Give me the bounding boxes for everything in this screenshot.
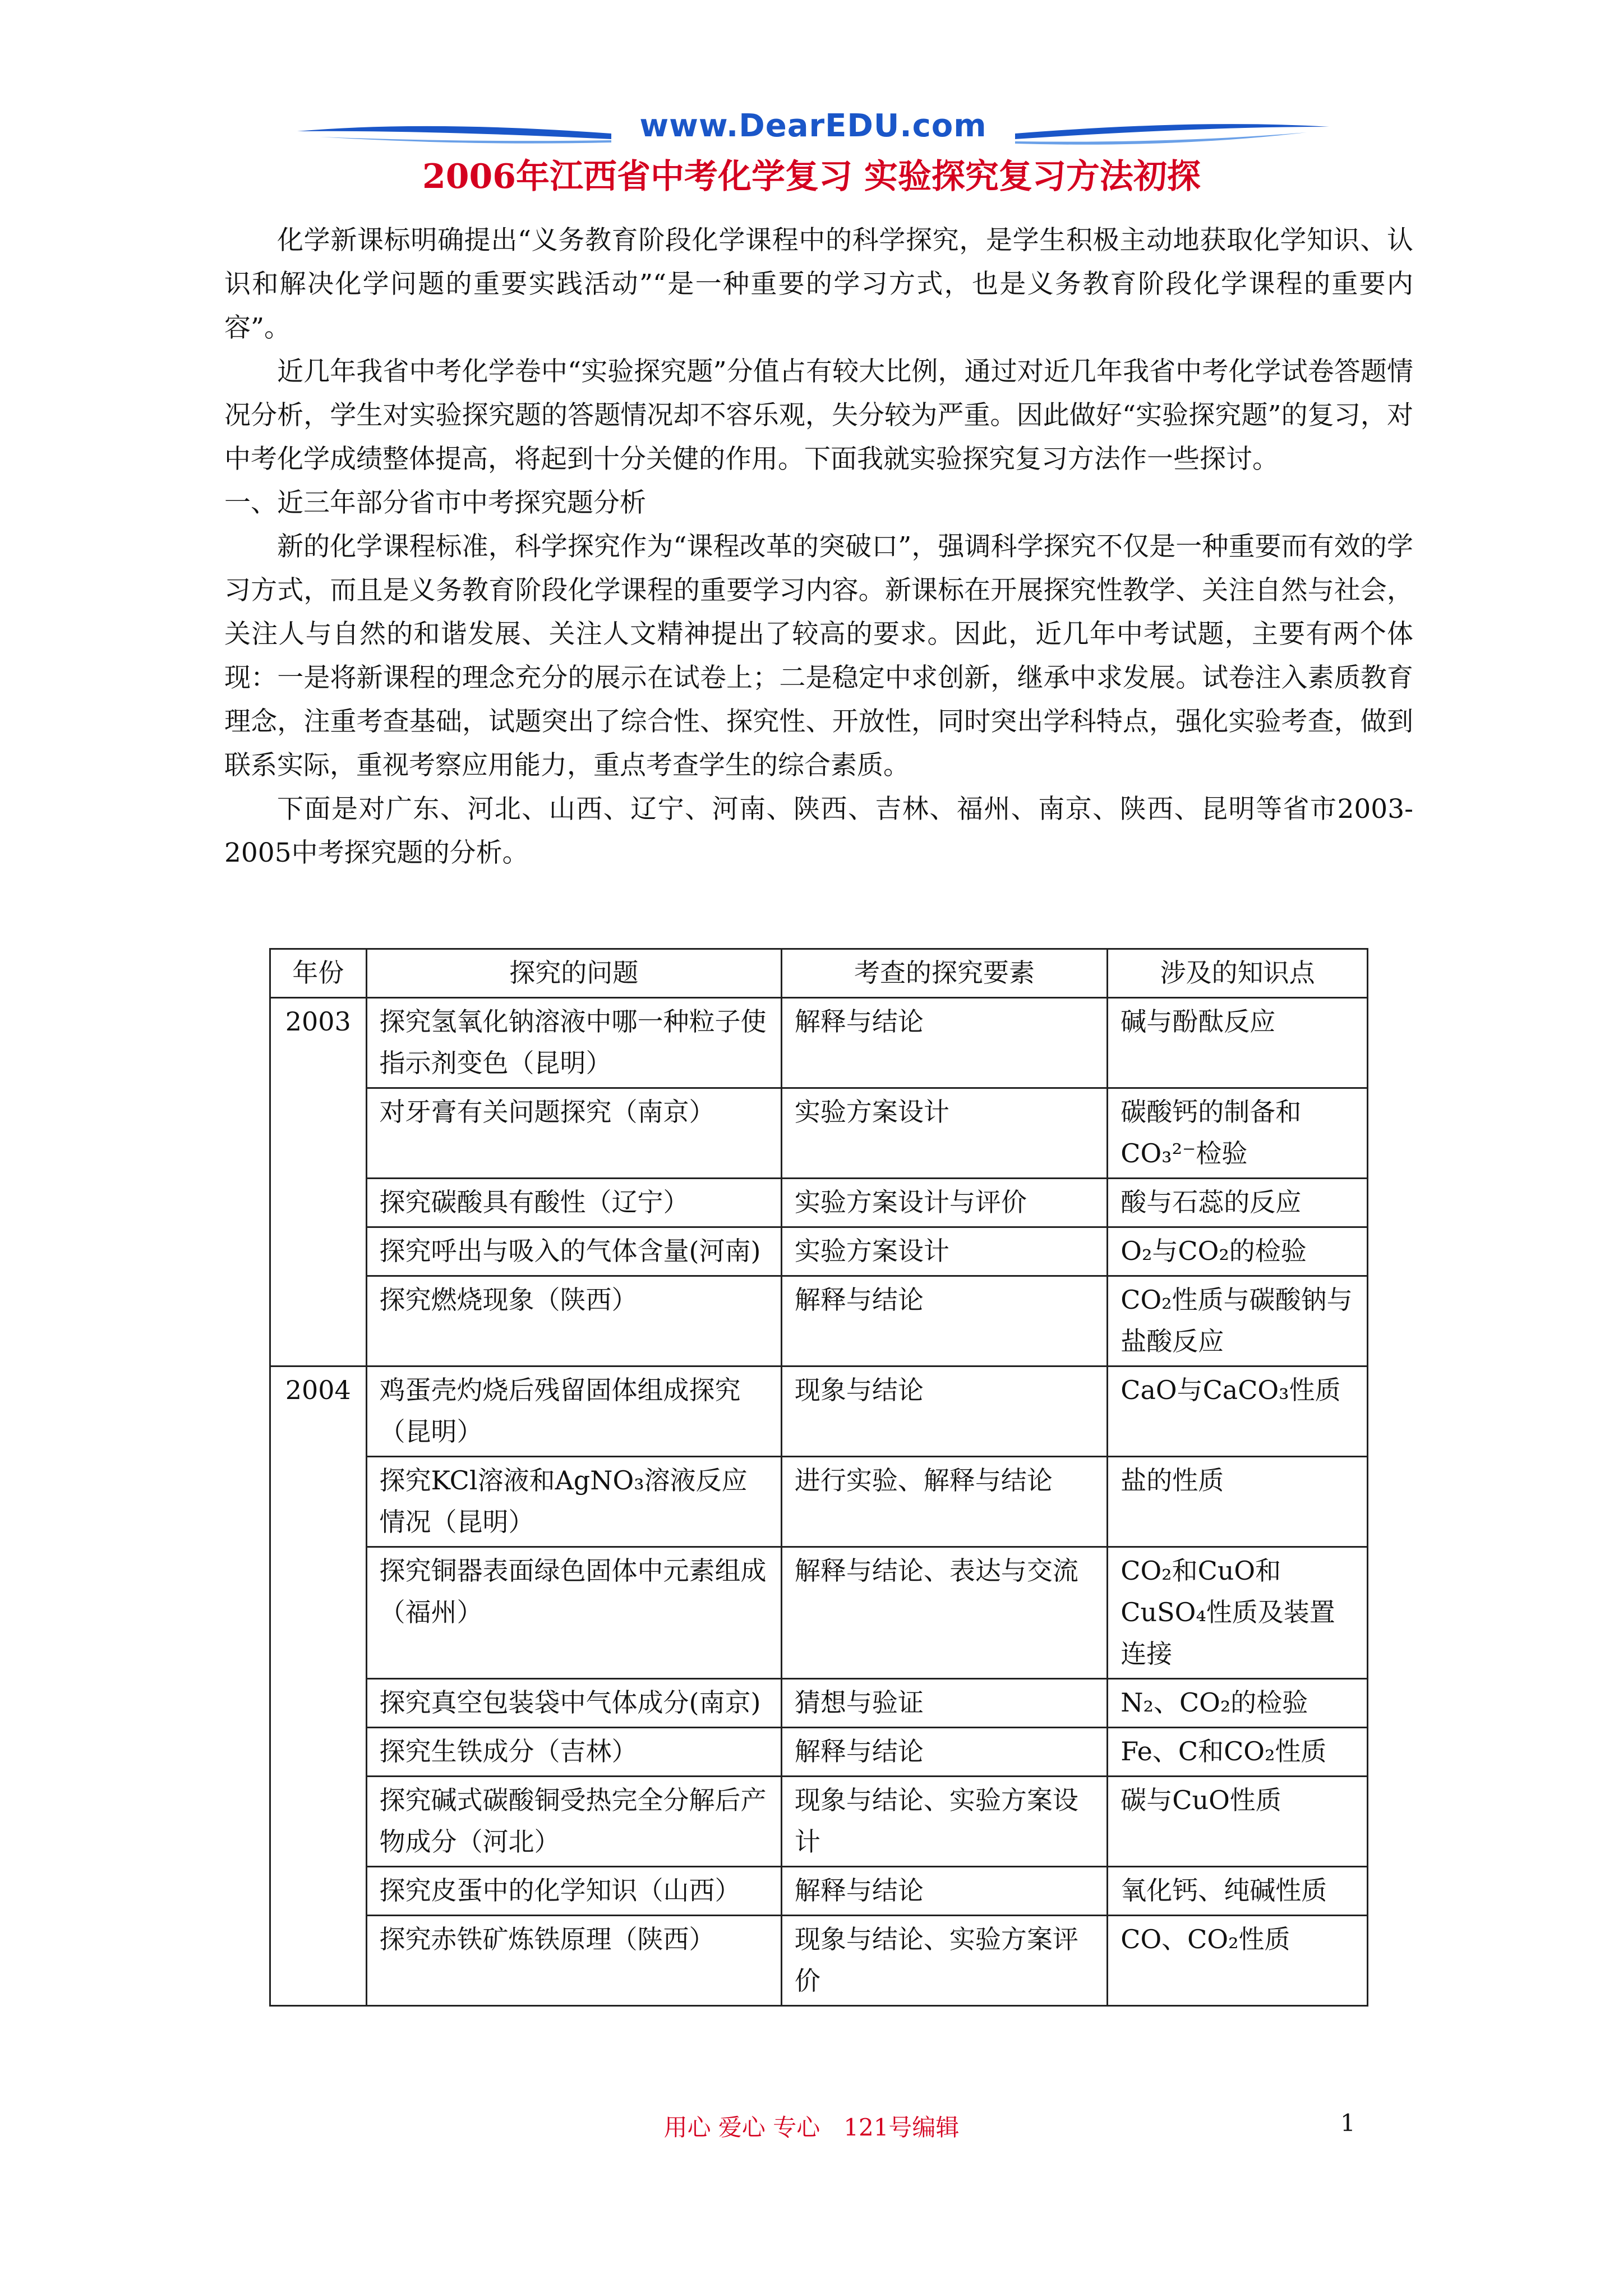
question-cell: 探究呼出与吸入的气体含量(河南) bbox=[366, 1227, 781, 1276]
question-cell: 探究碳酸具有酸性（辽宁） bbox=[366, 1179, 781, 1227]
element-cell: 解释与结论 bbox=[781, 1728, 1107, 1777]
table-row bbox=[270, 1179, 1368, 1227]
element-cell: 进行实验、解释与结论 bbox=[781, 1457, 1107, 1547]
table-header: 考查的探究要素 bbox=[781, 949, 1107, 998]
table-row bbox=[270, 1867, 1368, 1916]
table-row bbox=[270, 1457, 1368, 1547]
question-cell: 探究碱式碳酸铜受热完全分解后产物成分（河北） bbox=[366, 1777, 781, 1867]
question-cell: 鸡蛋壳灼烧后残留固体组成探究（昆明） bbox=[366, 1366, 781, 1457]
element-cell: 解释与结论 bbox=[781, 1276, 1107, 1366]
page-number: 1 bbox=[1340, 2109, 1355, 2137]
knowledge-cell: CO₂性质与碳酸钠与盐酸反应 bbox=[1108, 1276, 1368, 1366]
question-cell: 对牙膏有关问题探究（南京） bbox=[366, 1088, 781, 1179]
year-cell: 2004 bbox=[270, 1366, 367, 2006]
question-cell: 探究氢氧化钠溶液中哪一种粒子使指示剂变色（昆明） bbox=[366, 998, 781, 1088]
knowledge-cell: Fe、C和CO₂性质 bbox=[1108, 1728, 1368, 1777]
site-url[interactable]: www.DearEDU.com bbox=[639, 108, 987, 144]
element-cell: 解释与结论、表达与交流 bbox=[781, 1547, 1107, 1679]
element-cell: 现象与结论 bbox=[781, 1366, 1107, 1457]
table-header-row bbox=[270, 949, 1368, 998]
paragraph: 下面是对广东、河北、山西、辽宁、河南、陕西、吉林、福州、南京、陕西、昆明等省市2003-2005中考探究题的分析。 bbox=[224, 794, 1413, 868]
knowledge-cell: CO₂和CuO和CuSO₄性质及装置连接 bbox=[1108, 1547, 1368, 1679]
section-heading: 一、近三年部分省市中考探究题分析 bbox=[224, 487, 646, 518]
analysis-table bbox=[269, 948, 1368, 2007]
knowledge-cell: 酸与石蕊的反应 bbox=[1108, 1179, 1368, 1227]
table-row bbox=[270, 998, 1368, 1088]
table-row bbox=[270, 1916, 1368, 2006]
knowledge-cell: 碳与CuO性质 bbox=[1108, 1777, 1368, 1867]
page-title: 2006年江西省中考化学复习 实验探究复习方法初探 bbox=[422, 157, 1201, 196]
footer-credit: 用心 爱心 专心 121号编辑 bbox=[663, 2114, 960, 2141]
table-row bbox=[270, 1679, 1368, 1728]
table-row bbox=[270, 1547, 1368, 1679]
knowledge-cell: CaO与CaCO₃性质 bbox=[1108, 1366, 1368, 1457]
element-cell: 现象与结论、实验方案评价 bbox=[781, 1916, 1107, 2006]
knowledge-cell: 碳酸钙的制备和CO₃²⁻检验 bbox=[1108, 1088, 1368, 1179]
knowledge-cell: CO、CO₂性质 bbox=[1108, 1916, 1368, 2006]
knowledge-cell: 碱与酚酞反应 bbox=[1108, 998, 1368, 1088]
element-cell: 实验方案设计 bbox=[781, 1088, 1107, 1179]
paragraph: 化学新课标明确提出“义务教育阶段化学课程中的科学探究，是学生积极主动地获取化学知识、认识和解决化学问题的重要实践活动”“是一种重要的学习方式，也是义务教育阶段化学课程的重要内容”。 bbox=[224, 225, 1413, 343]
knowledge-cell: N₂、CO₂的检验 bbox=[1108, 1679, 1368, 1728]
element-cell: 解释与结论 bbox=[781, 998, 1107, 1088]
table-row bbox=[270, 1276, 1368, 1366]
knowledge-cell: 盐的性质 bbox=[1108, 1457, 1368, 1547]
question-cell: 探究铜器表面绿色固体中元素组成（福州） bbox=[366, 1547, 781, 1679]
table-row bbox=[270, 1728, 1368, 1777]
table-row bbox=[270, 1088, 1368, 1179]
element-cell: 现象与结论、实验方案设计 bbox=[781, 1777, 1107, 1867]
question-cell: 探究燃烧现象（陕西） bbox=[366, 1276, 781, 1366]
question-cell: 探究赤铁矿炼铁原理（陕西） bbox=[366, 1916, 781, 2006]
question-cell: 探究真空包装袋中气体成分(南京) bbox=[366, 1679, 781, 1728]
question-cell: 探究皮蛋中的化学知识（山西） bbox=[366, 1867, 781, 1916]
year-cell: 2003 bbox=[270, 998, 367, 1366]
paragraph: 新的化学课程标准，科学探究作为“课程改革的突破口”，强调科学探究不仅是一种重要而有效的学习方式，而且是义务教育阶段化学课程的重要学习内容。新课标在开展探究性教学、关注自然与社会，关注人与自然的和谐发展、关注人文精神提出了较高的要求。因此，近几年中考试题，主要有两个体现：一是将新课程的理念充分的展示在试卷上；二是稳定中求创新，继承中求发展。试卷注入素质教育理念，注重考查基础，试题突出了综合性、探究性、开放性，同时突出学科特点，强化实验考查，做到联系实际，重视考察应用能力，重点考查学生的综合素质。 bbox=[224, 531, 1413, 781]
table-row bbox=[270, 1777, 1368, 1867]
site-logo bbox=[297, 107, 1329, 157]
element-cell: 猜想与验证 bbox=[781, 1679, 1107, 1728]
knowledge-cell: O₂与CO₂的检验 bbox=[1108, 1227, 1368, 1276]
element-cell: 实验方案设计 bbox=[781, 1227, 1107, 1276]
table-header: 涉及的知识点 bbox=[1108, 949, 1368, 998]
table-header: 探究的问题 bbox=[366, 949, 781, 998]
document-body bbox=[224, 219, 1413, 875]
table-row bbox=[270, 1366, 1368, 1457]
element-cell: 实验方案设计与评价 bbox=[781, 1179, 1107, 1227]
table-row bbox=[270, 1227, 1368, 1276]
question-cell: 探究生铁成分（吉林） bbox=[366, 1728, 781, 1777]
knowledge-cell: 氧化钙、纯碱性质 bbox=[1108, 1867, 1368, 1916]
paragraph: 近几年我省中考化学卷中“实验探究题”分值占有较大比例，通过对近几年我省中考化学试卷答题情况分析，学生对实验探究题的答题情况却不容乐观，失分较为严重。因此做好“实验探究题”的复习，对中考化学成绩整体提高，将起到十分关健的作用。下面我就实验探究复习方法作一些探讨。 bbox=[224, 356, 1413, 475]
table-header: 年份 bbox=[270, 949, 367, 998]
question-cell: 探究KCl溶液和AgNO₃溶液反应情况（昆明） bbox=[366, 1457, 781, 1547]
element-cell: 解释与结论 bbox=[781, 1867, 1107, 1916]
